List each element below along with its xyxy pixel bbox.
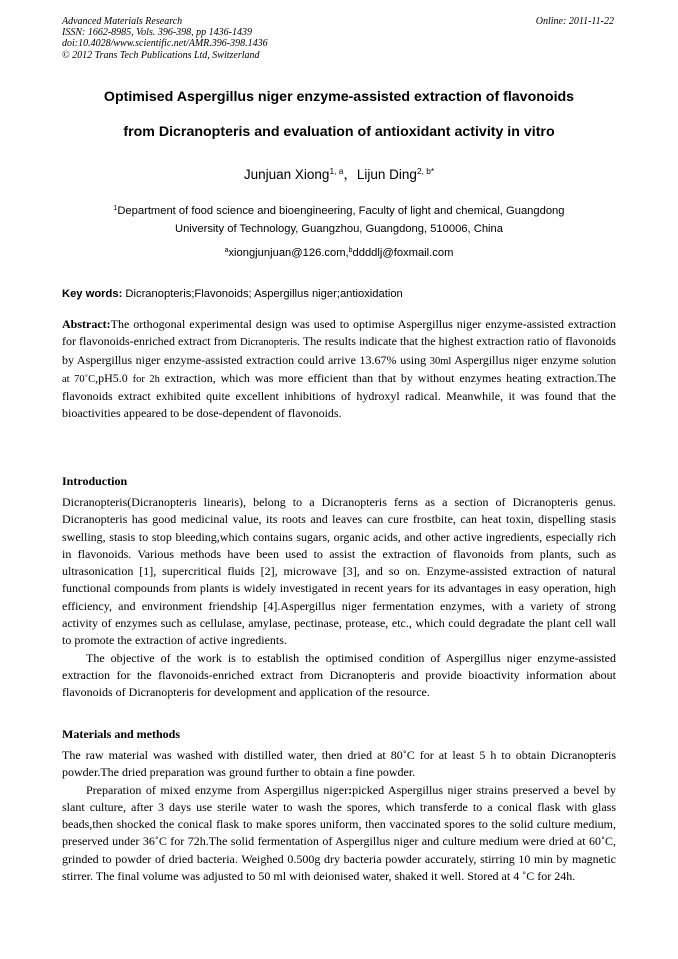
abstract-label: Abstract: bbox=[62, 317, 111, 331]
email-a: xiongjunjuan@126.com, bbox=[228, 247, 349, 259]
title-line-1: Optimised Aspergillus niger enzyme-assisted extraction of flavonoids bbox=[103, 89, 575, 105]
abstract-text-4: ,pH5.0 bbox=[95, 370, 133, 385]
author-1-name: Junjuan Xiong bbox=[243, 167, 330, 182]
methods-paragraph-1: The raw material was washed with distilled water, then dried at 80˚C for at least 5 h to obtain Dicranopteris powder.The dried preparation was ground further to obtain a fine powder. bbox=[62, 748, 616, 780]
methods-heading: Materials and methods bbox=[62, 727, 180, 741]
abstract-small-4: for 2h bbox=[132, 373, 160, 385]
methods-paragraph-2-text: picked Aspergillus niger strains preserved a bevel by slant culture, after 3 days use sterile water to wash the spores, which transferde to a conical flask with glass beads,then shocked the conical flask to make spores uniform, then vaccinated spores to the solid culture medium, preserved under 36˚C for 72h.The solid fermentation of Aspergillus niger and culture medium were dried at 60˚C, grinded to powder of dried bacteria. Weighed 0.500g dry bacteria powder accurately, stirring 10 min by magnetic stirrer. The final volume was adjusted to 50 ml with deionised water, shaked it well. Stored at 4 ˚C for 24h. bbox=[62, 782, 616, 884]
copyright-line: © 2012 Trans Tech Publications Ltd, Switzerland bbox=[62, 49, 260, 61]
email-b: ddddlj@foxmail.com bbox=[352, 247, 454, 259]
email-b-superscript: b bbox=[348, 246, 353, 254]
author-1-superscript: 1, a bbox=[329, 165, 344, 176]
journal-name: Advanced Materials Research bbox=[62, 16, 183, 27]
introduction-heading: Introduction bbox=[62, 474, 128, 488]
email-a-superscript: a bbox=[224, 246, 229, 254]
abstract-text-1: The orthogonal experimental design was used to optimise Aspergillus niger enzyme-assisted extraction for flavonoids-enriched extract from bbox=[62, 317, 616, 349]
doi-line: doi:10.4028/www.scientific.net/AMR.396-398.1436 bbox=[62, 38, 268, 50]
affiliation-text-1: Department of food science and bioengineering, Faculty of light and chemical, Guangdong bbox=[117, 205, 565, 217]
introduction-section bbox=[62, 473, 616, 702]
title-line-2: from Dicranopteris and evaluation of antioxidant activity in vitro bbox=[123, 124, 555, 140]
abstract bbox=[62, 316, 616, 423]
abstract-text-5: extraction, which was more efficient than that by without enzymes heating extraction.The flavonoids extract exhibited quite excellent inhibitions of hydroxyl radical. Meanwhile, it was found that the bioactivities appeared to be dose-dependent of flavonoids. bbox=[62, 370, 616, 421]
keywords-text: Dicranopteris;Flavonoids; Aspergillus niger;antioxidation bbox=[122, 288, 403, 300]
abstract-text-2: . The results indicate that the highest extraction ratio of flavonoids by Aspergillus niger enzyme-assisted extraction could arrive 13.67% using bbox=[62, 334, 616, 367]
abstract-small-1: Dicranopteris bbox=[239, 337, 298, 349]
journal-header bbox=[62, 16, 268, 61]
introduction-paragraph-2: The objective of the work is to establish the optimised condition of Aspergillus niger enzyme-assisted extraction for the flavonoids-enriched extract from Dicranopteris and provide bioactivity information about flavonoids of Dicranopteris for development and application of the resource. bbox=[62, 650, 616, 700]
introduction-paragraph-1: Dicranopteris(Dicranopteris linearis), belong to a Dicranopteris ferns as a section of Dicranopteris genus. Dicranopteris has good medicinal value, its roots and leaves can cure frostbite, can heat toxin, dispelling stasis swelling, stasis to stop bleeding,which contains sugars, organic acids, and other active ingredients, especially rich in flavonoids. Various methods have been used to assist the extraction of flavonoids from plants, such as ultrasonication [1], supercritical fluids [2], microwave [3], and so on. Enzyme-assisted extraction of natural functional compounds from plants is widely investigated in recent years for its advantages in easy operation, high efficiency, and environment friendship [4].Aspergillus niger fermentation enzymes, with a variety of strong activity of enzymes such as cellulase, amylase, pectinase, protease, etc., which could degradate the plant cell wall to promote the extraction of active ingredients. bbox=[62, 495, 616, 648]
methods-paragraph-2-lead: Preparation of mixed enzyme from Aspergillus niger bbox=[86, 782, 349, 797]
author-separator: ， bbox=[343, 167, 357, 182]
affiliation-line-2: University of Technology, Guangzhou, Guangdong, 510006, China bbox=[175, 223, 503, 235]
affiliation-line-1 bbox=[62, 202, 616, 220]
methods-paragraph-2-colon: : bbox=[348, 782, 353, 797]
keywords bbox=[62, 287, 616, 301]
author-list bbox=[40, 166, 638, 184]
author-2-name: Lijun Ding bbox=[356, 167, 417, 182]
affiliation-block bbox=[62, 202, 616, 262]
online-date: Online: 2011-11-22 bbox=[535, 16, 614, 27]
abstract-small-3: solution at 70˚C bbox=[62, 355, 616, 385]
paper-title bbox=[40, 90, 638, 140]
methods-section bbox=[62, 726, 616, 885]
abstract-small-2: 30ml bbox=[429, 355, 452, 367]
email-line bbox=[62, 244, 616, 262]
issn-line: ISSN: 1662-8985, Vols. 396-398, pp 1436-1439 bbox=[62, 27, 252, 39]
author-2-superscript: 2, b* bbox=[416, 165, 435, 176]
abstract-paragraph bbox=[62, 316, 616, 423]
keywords-label: Key words: bbox=[62, 288, 123, 300]
abstract-text-3: Aspergillus niger enzyme bbox=[451, 352, 583, 367]
methods-paragraph-2 bbox=[62, 782, 616, 886]
affiliation-superscript: 1 bbox=[113, 204, 118, 212]
